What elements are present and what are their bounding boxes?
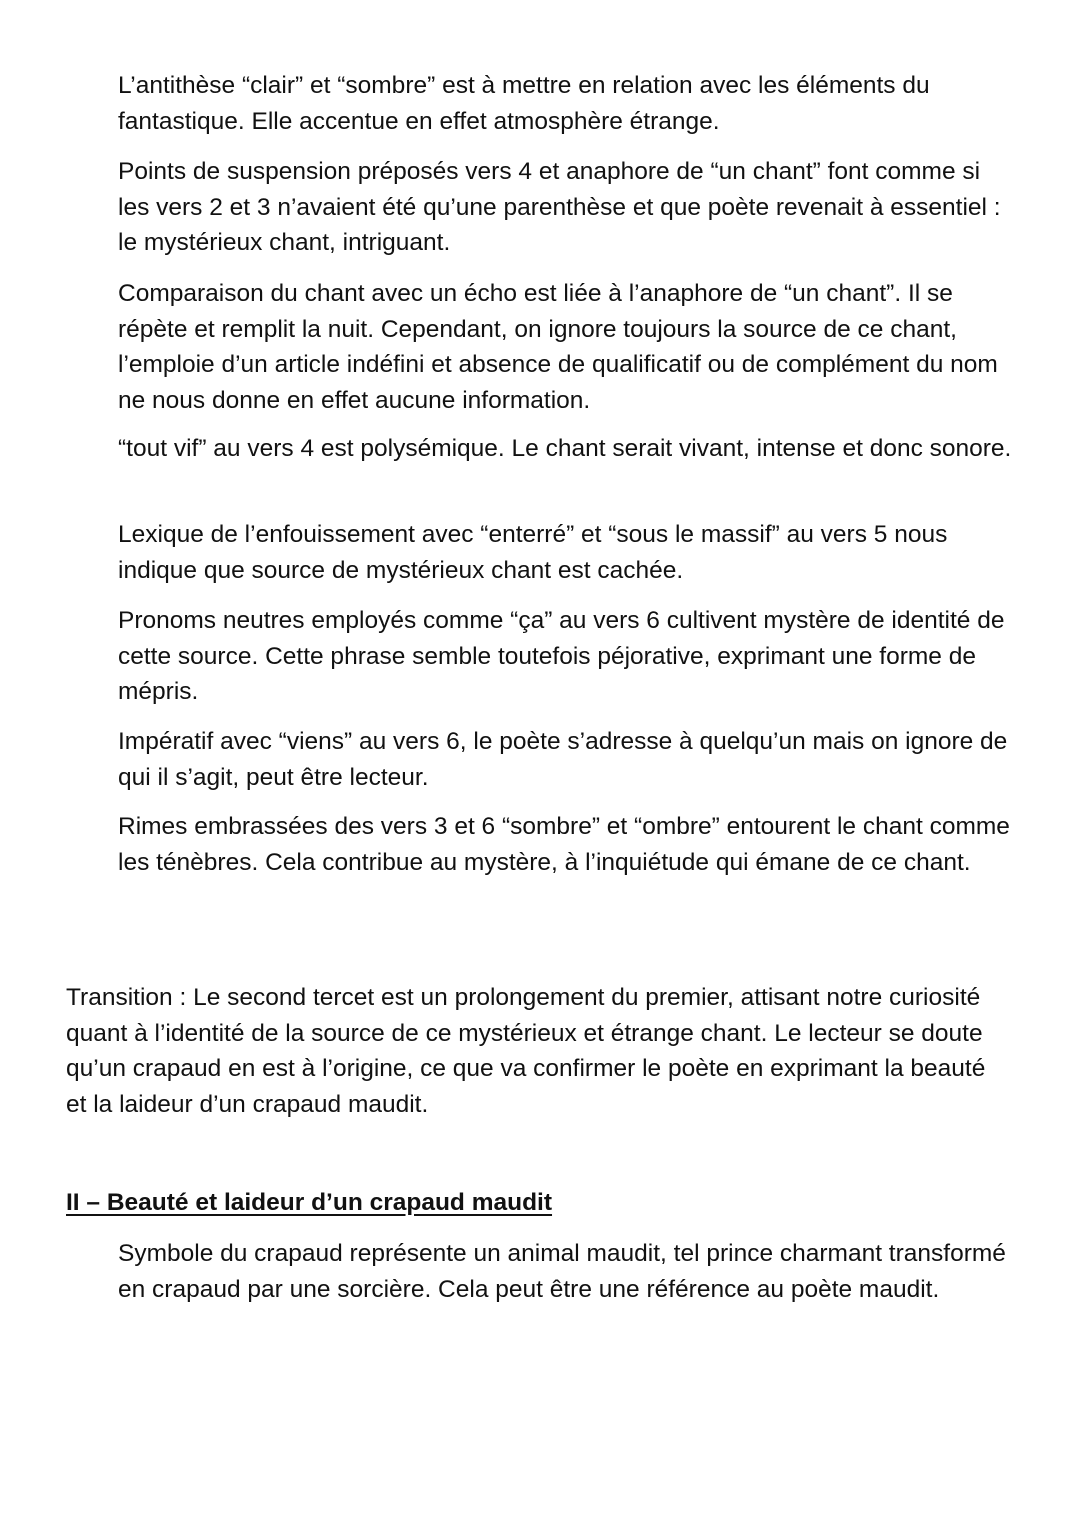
paragraph-imperative: Impératif avec “viens” au vers 6, le poète s’adresse à quelqu’un mais on ignore de qui il s’agit, peut être lecteur. bbox=[118, 728, 1008, 791]
paragraph-burial-lexicon: Lexique de l’enfouissement avec “enterré” et “sous le massif” au vers 5 nous indique que source de mystérieux chant est cachée. bbox=[118, 521, 948, 584]
transition-paragraph: Transition : Le second tercet est un prolongement du premier, attisant notre curiosité quant à l’identité de la source de ce mystérieux et étrange chant. Le lecteur se doute qu’un crapaud en est à l’origine, ce que va confirmer le poète en exprimant la beauté et la laideur d’un crapaud maudit. bbox=[66, 984, 986, 1118]
paragraph-suspension-points: Points de suspension préposés vers 4 et anaphore de “un chant” font comme si les vers 2 et 3 n’avaient été qu’une parenthèse et que poète revenait à essentiel : le mystérieux chant, intriguant. bbox=[118, 158, 1001, 257]
section-paragraph: Symbole du crapaud représente un animal maudit, tel prince charmant transformé en crapaud par une sorcière. Cela peut être une référence au poète maudit. bbox=[118, 1240, 1006, 1303]
paragraph-neutral-pronouns: Pronoms neutres employés comme “ça” au vers 6 cultivent mystère de identité de cette source. Cette phrase semble toutefois péjorative, exprimant une forme de mépris. bbox=[118, 607, 1005, 706]
section-heading: II – Beauté et laideur d’un crapaud maudit bbox=[66, 1189, 553, 1216]
paragraph-rhymes: Rimes embrassées des vers 3 et 6 “sombre” et “ombre” entourent le chant comme les ténèbres. Cela contribue au mystère, à l’inquiétude qui émane de ce chant. bbox=[118, 813, 1010, 876]
paragraph-echo-comparison: Comparaison du chant avec un écho est liée à l’anaphore de “un chant”. Il se répète et remplit la nuit. Cependant, on ignore toujours la source de ce chant, l’emploie d’un article indéfini et absence de qualificatif ou de complément du nom ne nous donne en effet aucune information. bbox=[118, 280, 998, 414]
paragraph-antithesis: L’antithèse “clair” et “sombre” est à mettre en relation avec les éléments du fantastique. Elle accentue en effet atmosphère étrange. bbox=[118, 72, 930, 135]
paragraph-tout-vif: “tout vif” au vers 4 est polysémique. Le chant serait vivant, intense et donc sonore. bbox=[118, 435, 1012, 462]
